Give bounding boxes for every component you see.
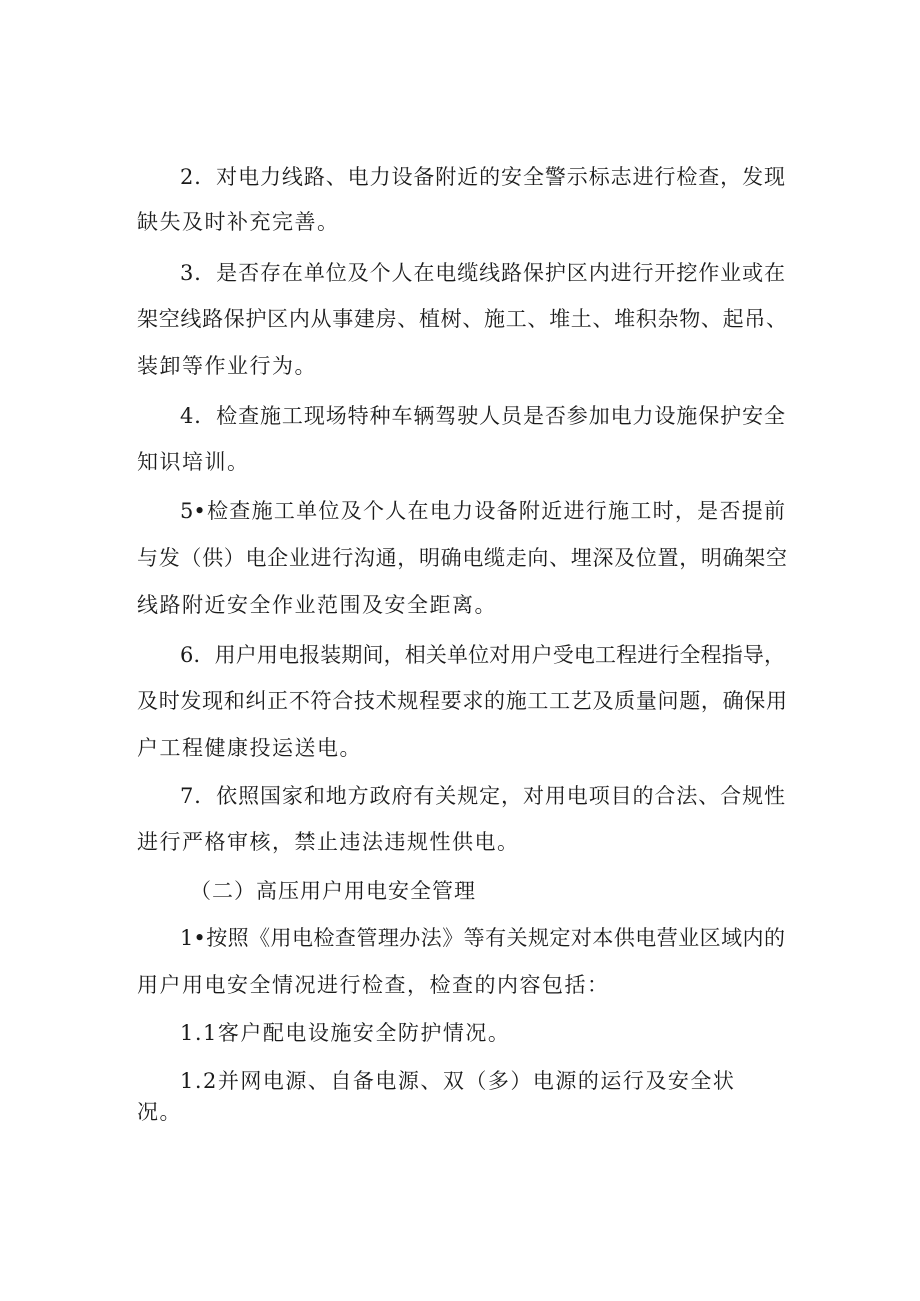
paragraph-5-line-2: 与发（供）电企业进行沟通，明确电缆走向、埋深及位置，明确架空 <box>137 546 787 570</box>
paragraph-4-line-2: 知识培训。 <box>137 450 250 474</box>
section-heading: （二）高压用户用电安全管理 <box>190 879 476 903</box>
paragraph-5-line-1: 5•检查施工单位及个人在电力设备附近进行施工时，是否提前 <box>180 499 785 523</box>
paragraph-6-line-1: 6．用户用电报装期间，相关单位对用户受电工程进行全程指导， <box>180 643 785 667</box>
item-1-2-line-2: 况。 <box>137 1100 182 1124</box>
paragraph-8-line-1: 1•按照《用电检查管理办法》等有关规定对本供电营业区域内的 <box>180 926 785 950</box>
paragraph-3-line-1: 3．是否存在单位及个人在电缆线路保护区内进行开挖作业或在 <box>180 261 785 285</box>
item-1-1: 1.1客户配电设施安全防护情况。 <box>180 1021 511 1045</box>
paragraph-3-line-3: 装卸等作业行为。 <box>137 354 317 378</box>
paragraph-6-line-2: 及时发现和纠正不符合技术规程要求的施工工艺及质量问题，确保用 <box>137 689 787 713</box>
paragraph-5-line-3: 线路附近安全作业范围及安全距离。 <box>137 593 497 617</box>
paragraph-8-line-2: 用户用电安全情况进行检查，检查的内容包括： <box>137 973 610 997</box>
paragraph-7-line-2: 进行严格审核，禁止违法违规性供电。 <box>137 830 520 854</box>
paragraph-2-line-2: 缺失及时补充完善。 <box>137 210 340 234</box>
item-1-2-line-1: 1.2并网电源、自备电源、双（多）电源的运行及安全状 <box>180 1069 736 1093</box>
paragraph-2-line-1: 2．对电力线路、电力设备附近的安全警示标志进行检查，发现 <box>180 165 785 189</box>
paragraph-7-line-1: 7．依照国家和地方政府有关规定，对用电项目的合法、合规性 <box>180 784 785 808</box>
paragraph-6-line-3: 户工程健康投运送电。 <box>137 736 362 760</box>
paragraph-4-line-1: 4．检查施工现场特种车辆驾驶人员是否参加电力设施保护安全 <box>180 404 785 428</box>
paragraph-3-line-2: 架空线路保护区内从事建房、植树、施工、堆土、堆积杂物、起吊、 <box>137 307 787 331</box>
